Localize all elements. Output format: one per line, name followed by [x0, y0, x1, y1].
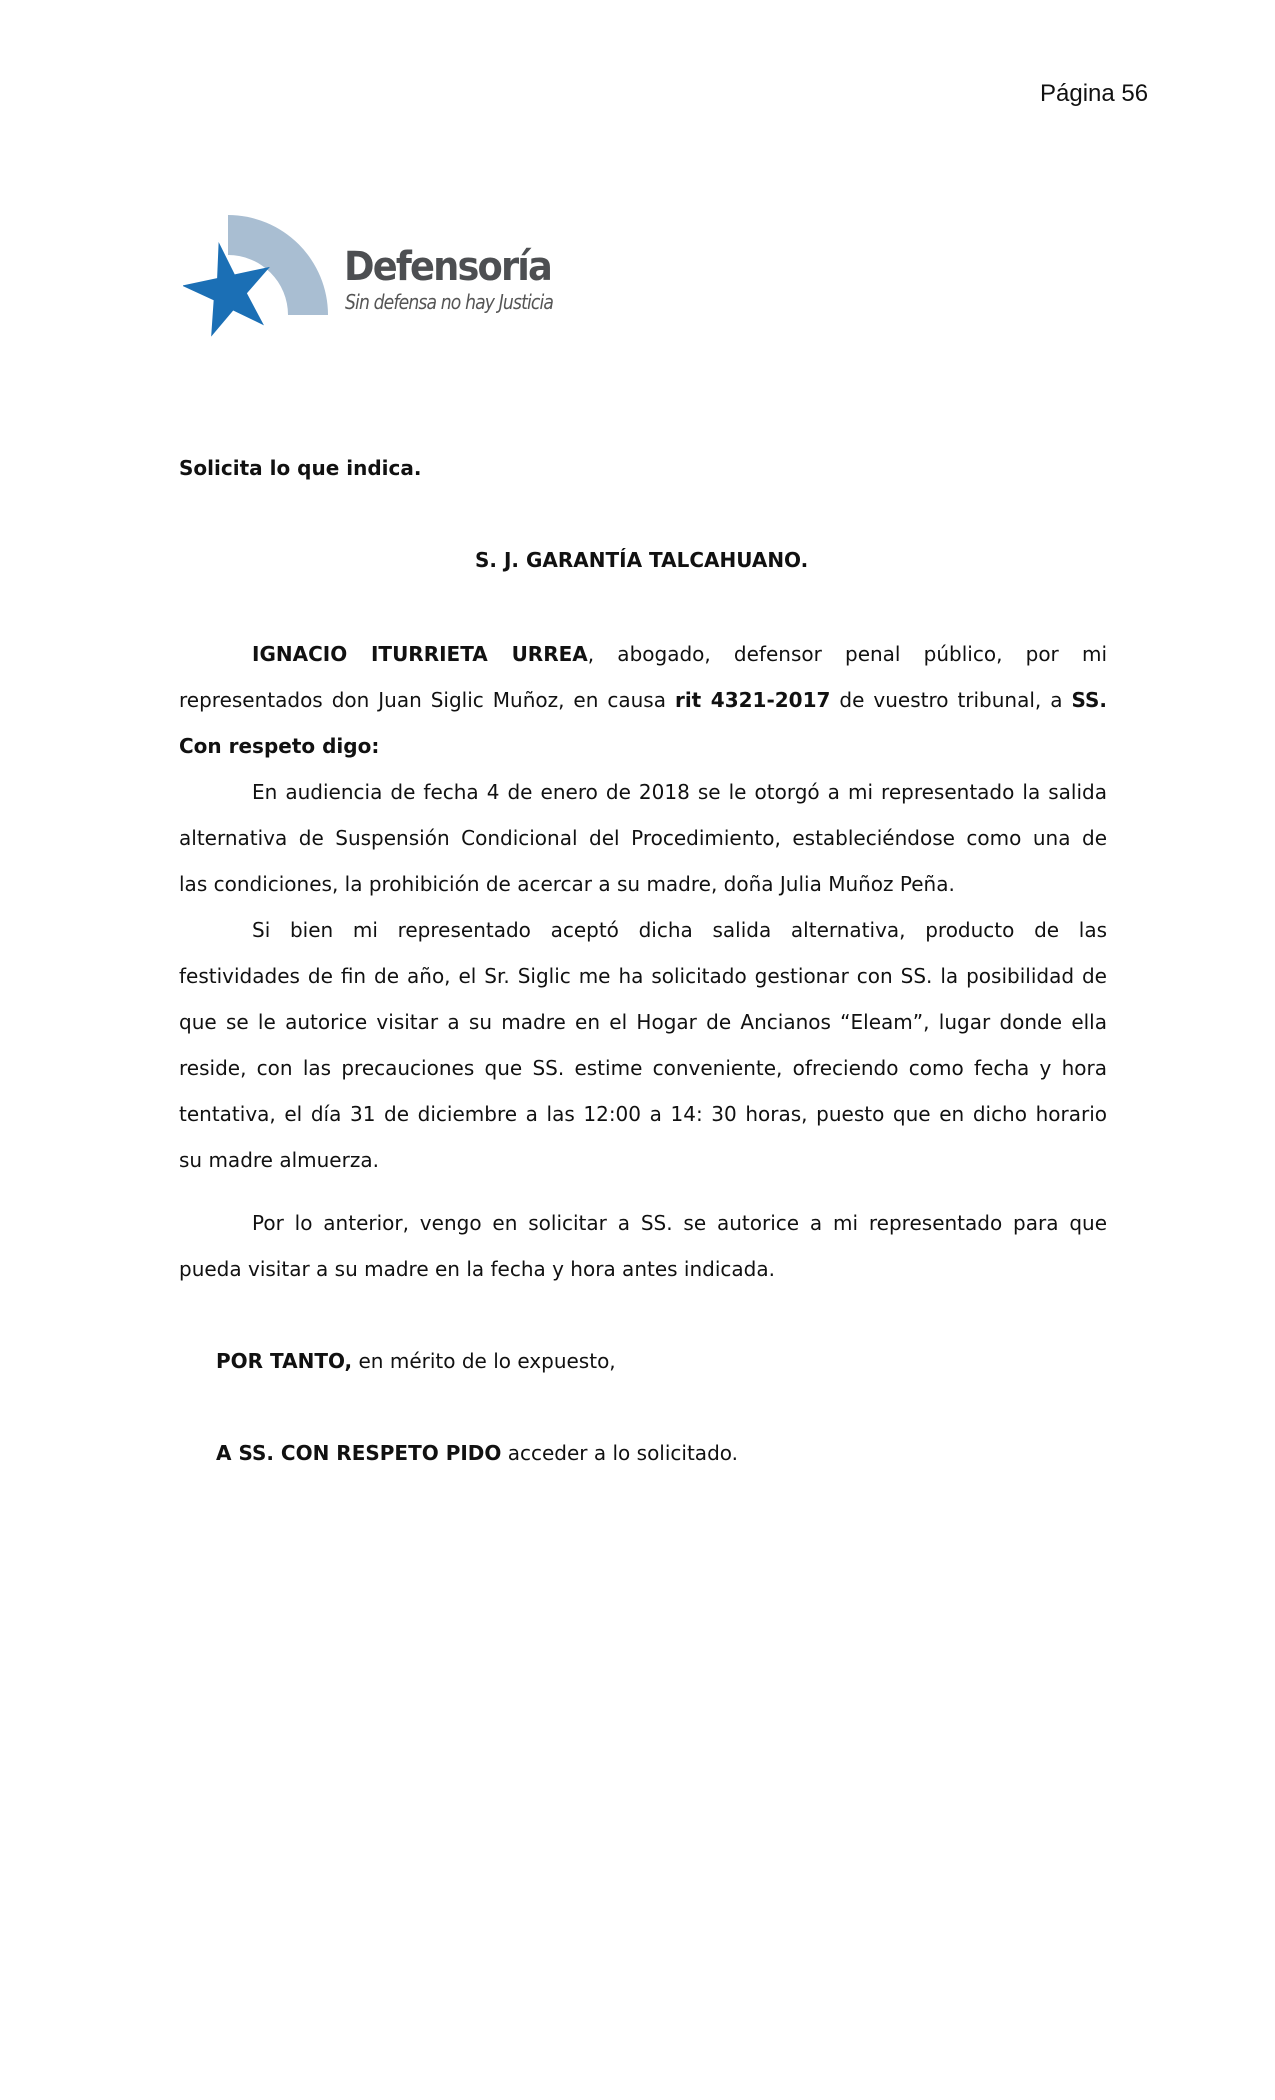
petition-bold: A SS. CON RESPETO PIDO: [216, 1441, 502, 1465]
ss-label: SS.: [1071, 688, 1107, 712]
p1-line1: [252, 639, 1107, 669]
p1-closing: Con respeto digo:: [179, 734, 380, 758]
p1-text1: , abogado, defensor penal público, por mi: [587, 642, 1108, 666]
por-tanto: [216, 1346, 616, 1376]
logo-name: Defensoría: [344, 244, 552, 290]
page-number: Página 56: [1040, 80, 1149, 107]
p4-line1: Por lo anterior, vengo en solicitar a SS. se autorice a mi representado para que: [252, 1211, 1107, 1235]
star-arc-icon: [183, 210, 343, 345]
p3-line5: tentativa, el día 31 de diciembre a las 12:00 a 14: 30 horas, puesto que en dicho horario: [179, 1102, 1107, 1126]
p2-line2: alternativa de Suspensión Condicional del Procedimiento, estableciéndose como una de: [179, 826, 1107, 850]
p1-text2: representados don Juan Siglic Muñoz, en causa: [179, 688, 675, 712]
p2-line3: las condiciones, la prohibición de acercar a su madre, doña Julia Muñoz Peña.: [179, 872, 955, 896]
p3-line4: reside, con las precauciones que SS. estime conveniente, ofreciendo como fecha y hora: [179, 1056, 1107, 1080]
por-tanto-bold: POR TANTO,: [216, 1349, 353, 1373]
p3-line2: festividades de fin de año, el Sr. Siglic me ha solicitado gestionar con SS. la posibilidad de: [179, 964, 1107, 988]
p4-line2: pueda visitar a su madre en la fecha y hora antes indicada.: [179, 1257, 775, 1281]
addressee: S. J. GARANTÍA TALCAHUANO.: [475, 548, 809, 572]
defensoria-logo: [183, 210, 554, 345]
petition-text: acceder a lo solicitado.: [501, 1441, 739, 1465]
p1-text3: de vuestro tribunal, a: [830, 688, 1072, 712]
p3-line1: Si bien mi representado aceptó dicha salida alternativa, producto de las: [252, 918, 1107, 942]
p2-line1: En audiencia de fecha 4 de enero de 2018 se le otorgó a mi representado la salida: [252, 780, 1107, 804]
document-subject: Solicita lo que indica.: [179, 456, 422, 480]
por-tanto-text: en mérito de lo expuesto,: [352, 1349, 616, 1373]
petition: [216, 1438, 738, 1468]
logo-tagline: Sin defensa no hay Justicia: [345, 290, 554, 314]
p3-line6: su madre almuerza.: [179, 1148, 379, 1172]
p1-line2: [179, 685, 1107, 715]
lawyer-name: IGNACIO ITURRIETA URREA: [252, 642, 588, 666]
case-rit: rit 4321-2017: [674, 688, 831, 712]
p3-line3: que se le autorice visitar a su madre en el Hogar de Ancianos “Eleam”, lugar donde ella: [179, 1010, 1107, 1034]
